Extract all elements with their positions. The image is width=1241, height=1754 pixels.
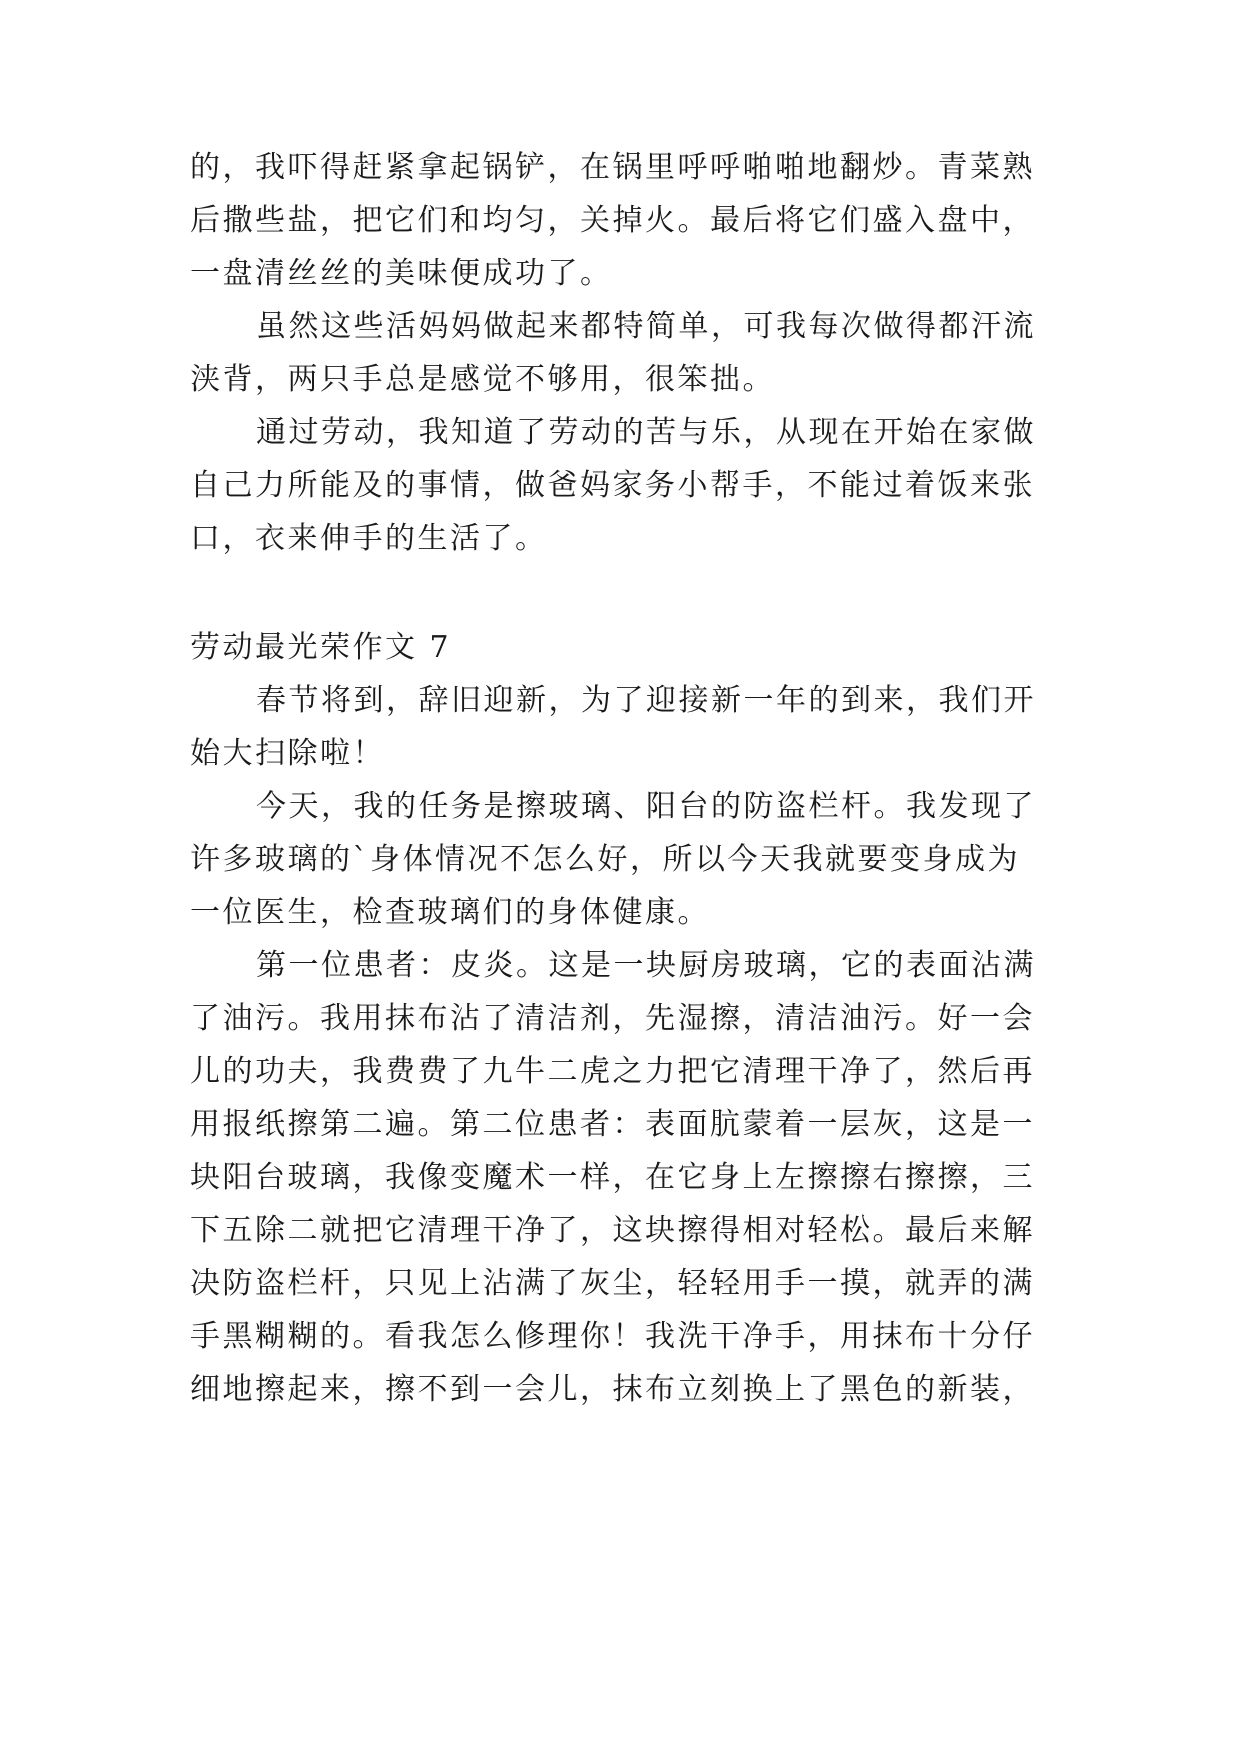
paragraph-6-line-1: 第一位患者：皮炎。这是一块厨房玻璃，它的表面沾满 [256, 948, 1036, 983]
paragraph-5-line-3: 一位医生，检查玻璃们的身体健康。 [190, 895, 710, 930]
paragraph-4-line-2: 始大扫除啦！ [190, 736, 385, 771]
section-heading: 劳动最光荣作文 7 [190, 630, 452, 665]
paragraph-6-line-4: 用报纸擦第二遍。第二位患者：表面肮蒙着一层灰，这是一 [190, 1107, 1035, 1142]
paragraph-5-line-2: 许多玻璃的`身体情况不怎么好，所以今天我就要变身成为 [190, 842, 1020, 877]
paragraph-6-line-7: 决防盗栏杆，只见上沾满了灰尘，轻轻用手一摸，就弄的满 [190, 1266, 1035, 1301]
paragraph-6-line-8: 手黑糊糊的。看我怎么修理你！我洗干净手，用抹布十分仔 [190, 1319, 1035, 1354]
paragraph-1-line-3: 一盘清丝丝的美味便成功了。 [190, 256, 613, 291]
paragraph-3-line-2: 自己力所能及的事情，做爸妈家务小帮手，不能过着饭来张 [190, 468, 1035, 503]
paragraph-3-line-3: 口，衣来伸手的生活了。 [190, 521, 548, 556]
paragraph-6-line-9: 细地擦起来，擦不到一会儿，抹布立刻换上了黑色的新装， [190, 1372, 1035, 1407]
paragraph-2-line-2: 浃背，两只手总是感觉不够用，很笨拙。 [190, 362, 775, 397]
paragraph-3-line-1: 通过劳动，我知道了劳动的苦与乐，从现在开始在家做 [256, 415, 1036, 450]
paragraph-4-line-1: 春节将到，辞旧迎新，为了迎接新一年的到来，我们开 [256, 683, 1036, 718]
paragraph-1-line-2: 后撒些盐，把它们和均匀，关掉火。最后将它们盛入盘中， [190, 203, 1035, 238]
paragraph-1-line-1: 的，我吓得赶紧拿起锅铲，在锅里呼呼啪啪地翻炒。青菜熟 [190, 150, 1035, 185]
paragraph-5-line-1: 今天，我的任务是擦玻璃、阳台的防盗栏杆。我发现了 [256, 789, 1036, 824]
paragraph-6-line-6: 下五除二就把它清理干净了，这块擦得相对轻松。最后来解 [190, 1213, 1035, 1248]
paragraph-6-line-5: 块阳台玻璃，我像变魔术一样，在它身上左擦擦右擦擦，三 [190, 1160, 1035, 1195]
paragraph-2-line-1: 虽然这些活妈妈做起来都特简单，可我每次做得都汗流 [256, 309, 1036, 344]
paragraph-6-line-2: 了油污。我用抹布沾了清洁剂，先湿擦，清洁油污。好一会 [190, 1001, 1035, 1036]
paragraph-6-line-3: 儿的功夫，我费费了九牛二虎之力把它清理干净了，然后再 [190, 1054, 1035, 1089]
